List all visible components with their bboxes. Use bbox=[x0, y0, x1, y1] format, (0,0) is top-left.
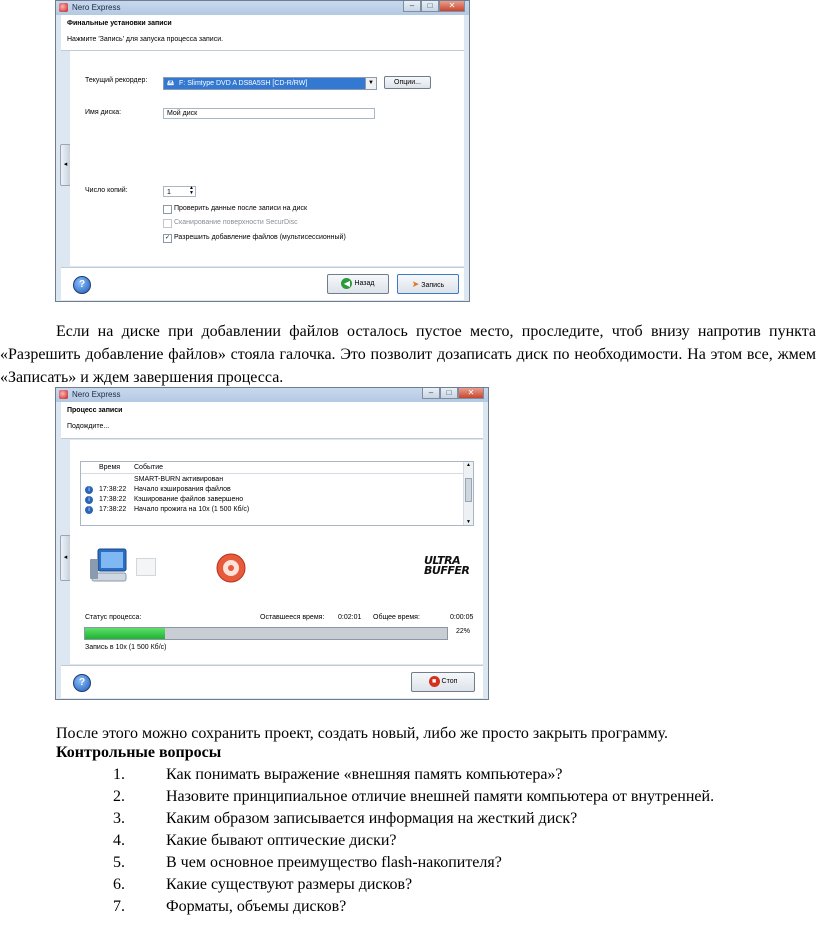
questions-heading: Контрольные вопросы bbox=[56, 744, 222, 761]
chevron-down-icon: ▼ bbox=[365, 78, 376, 89]
progress-bar bbox=[84, 627, 448, 640]
copies-value: 1 bbox=[167, 189, 171, 196]
nero-app-icon bbox=[59, 390, 68, 399]
question-number: 3. bbox=[113, 810, 125, 827]
logo-line-2: BUFFER bbox=[424, 564, 470, 577]
window-controls bbox=[403, 1, 465, 12]
data-packet-icon bbox=[136, 558, 156, 576]
minimize-button[interactable]: – bbox=[403, 1, 421, 12]
closing-paragraph: После этого можно сохранить проект, создать новый, либо же просто закрыть программу. bbox=[56, 725, 668, 742]
log-row bbox=[81, 486, 461, 496]
recorder-value: F: Slimtype DVD A DS8A5SH [CD-R/RW] bbox=[179, 80, 308, 87]
question-number: 1. bbox=[113, 766, 125, 783]
info-icon: i bbox=[85, 486, 93, 494]
back-label: Назад bbox=[354, 280, 375, 287]
multisession-label: Разрешить добавление файлов (мультисессионный) bbox=[174, 234, 346, 241]
question-text: В чем основное преимущество flash-накопителя? bbox=[166, 854, 502, 871]
burn-button[interactable] bbox=[397, 274, 459, 294]
securdisc-checkbox[interactable] bbox=[163, 219, 172, 228]
question-number: 2. bbox=[113, 788, 125, 805]
remaining-value: 0:02:01 bbox=[338, 614, 362, 621]
progress-fill bbox=[85, 628, 165, 639]
log-row bbox=[81, 506, 461, 516]
help-button[interactable]: ? bbox=[73, 674, 91, 692]
question-text: Каким образом записывается информация на жесткий диск? bbox=[166, 810, 578, 827]
question-number: 5. bbox=[113, 854, 125, 871]
verify-checkbox[interactable] bbox=[163, 205, 172, 214]
stepper-arrows-icon[interactable]: ▲ ▼ bbox=[189, 185, 194, 196]
question-number: 6. bbox=[113, 876, 125, 893]
disc-name-input[interactable] bbox=[163, 108, 375, 119]
col-time-header[interactable]: Время bbox=[99, 464, 121, 471]
question-text: Назовите принципиальное отличие внешней памяти компьютера от внутренней. bbox=[166, 788, 715, 805]
wizard-footer bbox=[61, 267, 464, 300]
back-arrow-icon: ◀ bbox=[341, 278, 352, 289]
log-event: Начало кэширования файлов bbox=[134, 486, 231, 493]
stop-icon: ■ bbox=[429, 676, 440, 687]
log-row bbox=[81, 496, 461, 506]
page-title: Процесс записи bbox=[67, 407, 123, 414]
status-label: Статус процесса: bbox=[85, 614, 142, 621]
log-time: 17:38:22 bbox=[99, 496, 127, 503]
side-panel-toggle[interactable]: ◂ bbox=[60, 144, 71, 186]
disc-name-label: Имя диска: bbox=[85, 109, 122, 116]
maximize-button[interactable]: □ bbox=[421, 1, 439, 12]
options-button[interactable]: Опции... bbox=[384, 76, 431, 89]
progress-percent: 22% bbox=[456, 628, 471, 635]
scroll-up-icon[interactable]: ▲ bbox=[466, 462, 471, 468]
window-title: Nero Express bbox=[72, 390, 121, 399]
log-time: 17:38:22 bbox=[99, 486, 127, 493]
event-log[interactable] bbox=[80, 461, 474, 526]
page-title: Финальные установки записи bbox=[67, 20, 172, 27]
title-bar[interactable] bbox=[56, 1, 469, 15]
nero-burn-process-window bbox=[55, 387, 489, 700]
log-scrollbar[interactable] bbox=[463, 462, 473, 525]
log-row bbox=[81, 476, 461, 486]
ultrabuffer-logo bbox=[424, 556, 469, 576]
log-event: Начало прожига на 10x (1 500 Кб/с) bbox=[134, 506, 250, 513]
scroll-thumb[interactable] bbox=[465, 478, 472, 502]
info-icon: i bbox=[85, 496, 93, 504]
recorder-label: Текущий рекордер: bbox=[85, 77, 148, 84]
logo-line-1: ULTRA bbox=[424, 554, 461, 567]
stop-label: Стоп bbox=[441, 678, 458, 685]
page-subtitle: Нажмите 'Запись' для запуска процесса записи. bbox=[67, 36, 224, 43]
page-subtitle: Подождите... bbox=[67, 423, 110, 430]
burn-progress-panel bbox=[70, 440, 483, 664]
maximize-button[interactable]: □ bbox=[440, 388, 458, 399]
info-icon: i bbox=[85, 506, 93, 514]
copies-label: Число копий: bbox=[85, 187, 128, 194]
instruction-paragraph: Если на диске при добавлении файлов осталось пустое место, проследите, чтоб внизу напротив пункта «Разрешить добавление файлов» стояла галочка. Это позволит дозаписать диск по необходимости. На этом все, жмем «Записать» и ждем завершения процесса. bbox=[0, 323, 816, 386]
securdisc-label: Сканирование поверхности SecurDisc bbox=[174, 219, 298, 226]
settings-panel bbox=[70, 51, 464, 266]
stop-button[interactable] bbox=[411, 672, 475, 692]
multisession-checkbox[interactable]: ✓ bbox=[164, 235, 171, 241]
total-value: 0:00:05 bbox=[450, 614, 474, 621]
log-header bbox=[81, 462, 463, 474]
close-button[interactable]: ✕ bbox=[439, 1, 465, 12]
burn-label: Запись bbox=[421, 282, 445, 289]
question-text: Какие существуют размеры дисков? bbox=[166, 876, 413, 893]
speed-text: Запись в 10x (1 500 Кб/с) bbox=[85, 644, 167, 651]
close-button[interactable]: ✕ bbox=[458, 388, 484, 399]
question-text: Какие бывают оптические диски? bbox=[166, 832, 397, 849]
recorder-select[interactable] bbox=[163, 77, 377, 90]
minimize-button[interactable]: – bbox=[422, 388, 440, 399]
copies-stepper[interactable] bbox=[163, 186, 196, 197]
back-button[interactable] bbox=[327, 274, 389, 294]
log-time: 17:38:22 bbox=[99, 506, 127, 513]
burn-icon: ➤ bbox=[411, 279, 420, 289]
disc-burn-icon bbox=[215, 552, 247, 584]
computer-icon bbox=[90, 545, 134, 585]
question-text: Форматы, объемы дисков? bbox=[166, 898, 347, 915]
remaining-label: Оставшееся время: bbox=[260, 614, 325, 621]
question-number: 7. bbox=[113, 898, 125, 915]
side-panel-toggle[interactable]: ◂ bbox=[60, 535, 71, 581]
drive-icon: 🖴 bbox=[167, 80, 175, 87]
title-bar[interactable] bbox=[56, 388, 488, 402]
window-controls bbox=[422, 388, 484, 399]
nero-app-icon bbox=[59, 3, 68, 12]
question-number: 4. bbox=[113, 832, 125, 849]
log-event: Кэширование файлов завершено bbox=[134, 496, 244, 503]
wizard-footer bbox=[61, 665, 483, 698]
question-text: Как понимать выражение «внешняя память компьютера»? bbox=[166, 766, 563, 783]
help-button[interactable]: ? bbox=[73, 276, 91, 294]
total-label: Общее время: bbox=[373, 614, 420, 621]
log-event: SMART-BURN активирован bbox=[134, 476, 224, 483]
verify-label: Проверить данные после записи на диск bbox=[174, 205, 308, 212]
scroll-down-icon[interactable]: ▼ bbox=[466, 519, 471, 525]
wizard-header bbox=[61, 402, 483, 439]
wizard-header bbox=[61, 15, 464, 51]
col-event-header[interactable]: Событие bbox=[134, 464, 163, 471]
window-title: Nero Express bbox=[72, 3, 121, 12]
nero-final-settings-window bbox=[55, 0, 470, 302]
